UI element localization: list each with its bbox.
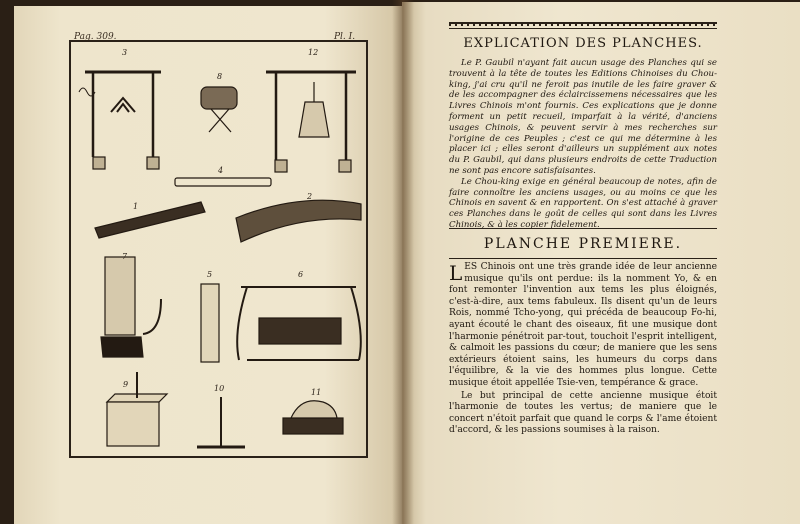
- flute-figure: [175, 178, 271, 186]
- figure-number: 9: [123, 380, 129, 389]
- box-figure: [107, 372, 167, 446]
- plate-title: PLANCHE PREMIERE.: [483, 236, 683, 252]
- bell-stand: [266, 72, 356, 172]
- page-header: Pag. 309.: [74, 32, 117, 42]
- long-zither-figure: [236, 200, 361, 242]
- figure-number: 4: [218, 166, 224, 175]
- plate-label: Pl. I.: [334, 32, 356, 42]
- ornament-border: [449, 23, 717, 26]
- figure-number: 8: [217, 72, 223, 81]
- figure-number: 7: [122, 252, 128, 261]
- paragraph: [449, 262, 717, 390]
- tiger-figure: [283, 401, 343, 434]
- book-gutter: [392, 0, 414, 524]
- stone-chime-stand: [79, 72, 161, 169]
- paragraph-body: ES Chinois ont une très grande idée de leur ancienne musique qu'ils ont perdue: ils la nomment Yo, & en font remonter l'invention aux tems les plus éloignés, c'est-à-dire, aux tems fabuleux. Ils disent qu'un de leurs Rois, nommé Tcho-yong, qui précéda de beaucoup Fo-hi, ayant écouté le chant des oiseaux, fit une musique dont l'harmonie pénétroit par-tout, touchoit l'esprit intelligent, & calmoit les passions du cœur; de maniere que les sens extérieurs étoient sains, les humeurs du corps dans l'équilibre, & la vie des hommes plus longue. Cette musique étoit appellée Tsie-ven, tempérance & grace.: [449, 262, 717, 388]
- stand-figure: [197, 397, 245, 447]
- drum-figure: [201, 87, 237, 132]
- paragraph: Le P. Gaubil n'ayant fait aucun usage des Planches qui se trouvent à la tête de toutes les Editions Chinoises du Chou-king, j'ai cru qu'il ne feroit pas inutile de les faire graver & de les accompagner des éclaircissemens nécessaires que les Livres Chinois m'ont fournis. Ces explications que je donne forment un petit recueil, imparfait à la vérité, d'anciens usages Chinois, & peuvent servir à mes recherches sur l'origine de ces Peuples ; c'est ce qui me détermine à les placer ici ; elles seront d'ailleurs un supplément aux notes du P. Gaubil, qui dans plusieurs endroits de cette Traduction ne sont pas encore satisfaisantes.: [449, 58, 717, 176]
- paragraph: Le but principal de cette ancienne musique étoit l'harmonie de toutes les vertus; de maniere que le concert n'étoit parfait que quand le corps & l'ame étoient d'accord, & les passions soumises à la raison.: [449, 390, 717, 436]
- zither-figure: [95, 202, 205, 238]
- panpipe-figure: [101, 257, 161, 357]
- section-title: EXPLICATION DES PLANCHES.: [463, 36, 703, 51]
- figure-number: 11: [311, 388, 322, 397]
- figure-number: 10: [214, 384, 225, 393]
- figure-number: 6: [298, 270, 304, 279]
- figure-number: 12: [308, 48, 319, 57]
- engraved-plate: [69, 40, 368, 458]
- plate-illustration: [71, 42, 366, 456]
- explication-text: [449, 58, 717, 231]
- drop-cap: L: [449, 261, 463, 285]
- planche-text: [449, 262, 717, 438]
- chime-frame-figure: [237, 287, 361, 360]
- figure-number: 2: [307, 192, 313, 201]
- figure-number: 1: [133, 202, 139, 211]
- figure-number: 3: [122, 48, 128, 57]
- clapper-figure: [201, 284, 219, 362]
- paragraph: Le Chou-king exige en général beaucoup de notes, afin de faire connoître les anciens usages, ou au moins ce que les Chinois en savent & en rapportent. On s'est attaché à graver ces Planches dans le goût de celles qui sont dans les Livres Chinois, & à les copier fidelement.: [449, 176, 717, 230]
- section-divider: [449, 228, 717, 229]
- figure-number: 5: [207, 270, 213, 279]
- title-rule: [449, 258, 717, 259]
